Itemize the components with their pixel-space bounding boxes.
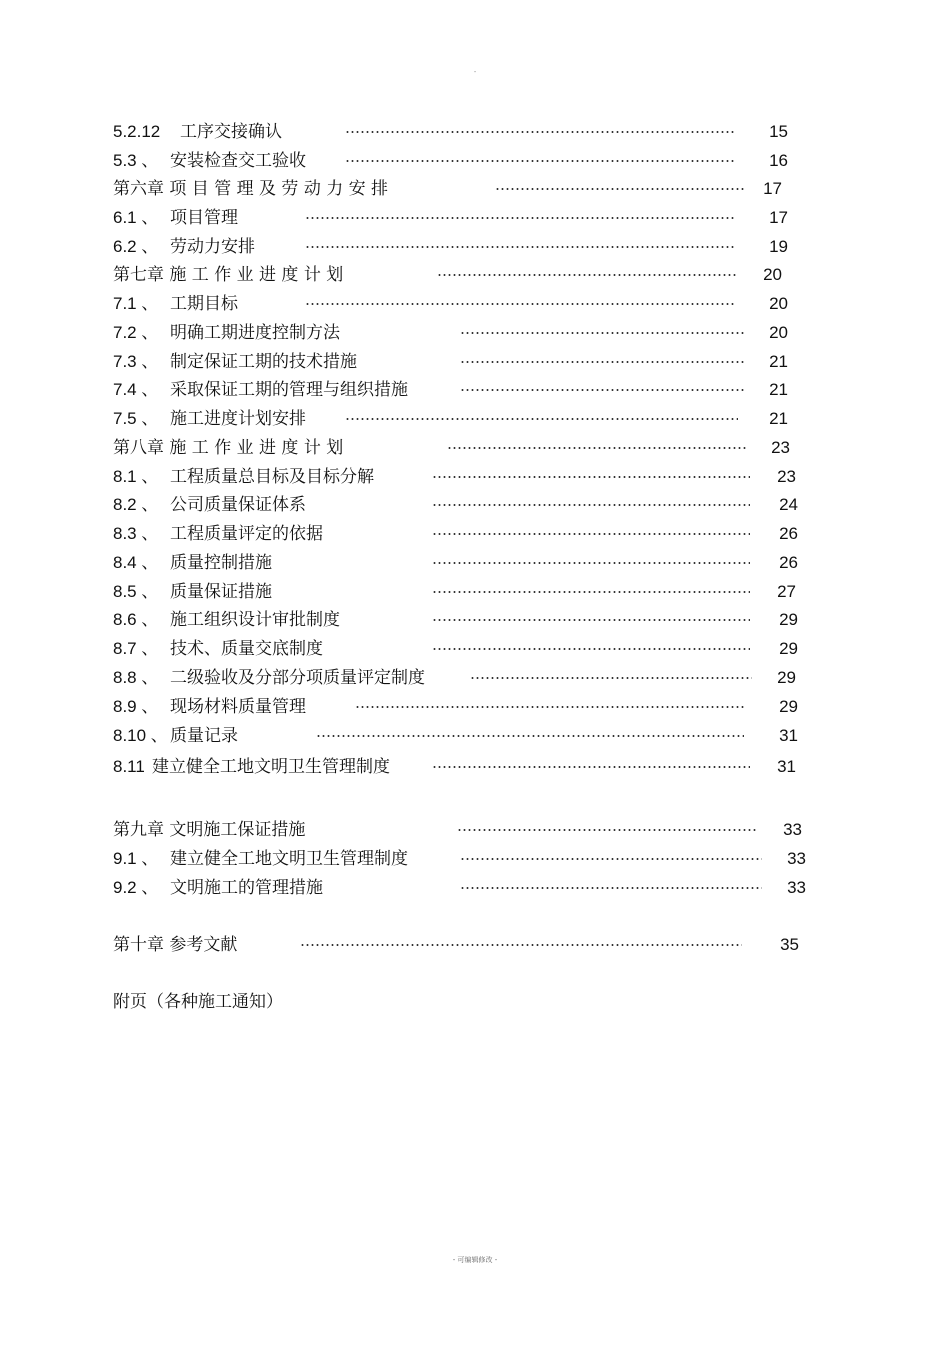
toc-page-number: 29	[779, 639, 798, 658]
toc-entry-title: 质量保证措施	[170, 582, 272, 602]
toc-entry-title: 公司质量保证体系	[170, 495, 306, 515]
toc-entry-number: 6.1 、	[113, 208, 159, 227]
toc-entry-number: 8.9 、	[113, 697, 159, 716]
toc-chapter-entry[interactable]	[0, 816, 950, 844]
toc-entry-title: 第九章 文明施工保证措施	[113, 820, 306, 840]
toc-entry-title: 文明施工的管理措施	[170, 878, 323, 898]
toc-section-entry[interactable]	[0, 147, 950, 175]
toc-page-number: 20	[763, 265, 782, 284]
toc-entry-title: 第六章 项 目 管 理 及 劳 动 力 安 排	[113, 179, 389, 199]
toc-entry-title: 第七章 施 工 作 业 进 度 计 划	[113, 265, 344, 285]
dot-leader	[305, 217, 734, 219]
toc-entry-title: 质量控制措施	[170, 553, 272, 573]
toc-entry-number: 7.4 、	[113, 380, 159, 399]
dot-leader	[432, 533, 750, 535]
dot-leader	[432, 591, 750, 593]
toc-page-number: 20	[769, 323, 788, 342]
toc-entry-number: 7.1 、	[113, 294, 159, 313]
toc-entry-title: 采取保证工期的管理与组织措施	[170, 380, 408, 400]
toc-entry-title: 建立健全工地文明卫生管理制度	[152, 757, 390, 777]
toc-entry-title: 技术、质量交底制度	[170, 639, 323, 659]
toc-entry-number: 8.2 、	[113, 495, 159, 514]
toc-section-entry[interactable]	[0, 578, 950, 606]
toc-entry-number: 8.3 、	[113, 524, 159, 543]
dot-leader	[470, 677, 752, 679]
toc-page-number: 15	[769, 122, 788, 141]
toc-page-number: 33	[787, 878, 806, 897]
toc-section-entry[interactable]	[0, 520, 950, 548]
toc-entry-number: 8.8 、	[113, 668, 159, 687]
toc-section-entry[interactable]	[0, 233, 950, 261]
toc-entry-title: 施工进度计划安排	[170, 409, 306, 429]
toc-page-number: 33	[783, 820, 802, 839]
toc-entry-title: 明确工期进度控制方法	[170, 323, 340, 343]
footer-text: - 可编辑修改 -	[452, 1256, 498, 1264]
toc-entry-title: 安装检查交工验收	[170, 151, 306, 171]
toc-page-number: 26	[779, 553, 798, 572]
toc-entry-title: 施工组织设计审批制度	[170, 610, 340, 630]
toc-section-entry[interactable]	[0, 491, 950, 519]
toc-entry-title: 工序交接确认	[180, 122, 282, 142]
toc-section-entry[interactable]	[0, 693, 950, 721]
dot-leader	[447, 447, 748, 449]
toc-page-number: 17	[763, 179, 782, 198]
toc-page-number: 26	[779, 524, 798, 543]
toc-entry-number: 8.5 、	[113, 582, 159, 601]
toc-entry-number: 9.1 、	[113, 849, 159, 868]
toc-section-entry[interactable]	[0, 874, 950, 902]
dot-leader	[460, 887, 762, 889]
toc-entry-number: 8.7 、	[113, 639, 159, 658]
toc-page-number: 35	[780, 935, 799, 954]
dot-leader	[457, 829, 758, 831]
toc-entry-number: 8.11	[113, 757, 145, 776]
toc-page-number: 23	[777, 467, 796, 486]
toc-page-number: 19	[769, 237, 788, 256]
toc-page-number: 21	[769, 352, 788, 371]
toc-entry-title: 第八章 施 工 作 业 进 度 计 划	[113, 438, 344, 458]
toc-section-entry[interactable]	[0, 204, 950, 232]
toc-entry-title: 质量记录	[170, 726, 238, 746]
dot-leader	[460, 361, 744, 363]
appendix-entry[interactable]: 附页（各种施工通知）	[113, 992, 283, 1012]
toc-entry-title: 制定保证工期的技术措施	[170, 352, 357, 372]
dot-leader	[460, 332, 744, 334]
dot-leader	[495, 188, 744, 190]
toc-page-number: 33	[787, 849, 806, 868]
toc-section-entry[interactable]	[0, 635, 950, 663]
dot-leader	[432, 619, 750, 621]
toc-chapter-entry[interactable]	[0, 434, 950, 462]
toc-entry-number: 6.2 、	[113, 237, 159, 256]
dot-leader	[355, 706, 746, 708]
toc-entry-number: 8.4 、	[113, 553, 159, 572]
dot-leader	[437, 274, 738, 276]
dot-leader	[345, 418, 738, 420]
dot-leader	[316, 735, 744, 737]
toc-chapter-entry[interactable]	[0, 931, 950, 959]
toc-section-entry[interactable]	[0, 376, 950, 404]
toc-section-entry[interactable]	[0, 463, 950, 491]
toc-section-entry[interactable]	[0, 753, 950, 781]
toc-page-number: 23	[771, 438, 790, 457]
dot-leader	[432, 504, 750, 506]
toc-entry-number: 7.5 、	[113, 409, 159, 428]
dot-leader	[300, 944, 742, 946]
toc-entry-number: 5.3 、	[113, 151, 159, 170]
toc-chapter-entry[interactable]	[0, 175, 950, 203]
toc-page-number: 27	[777, 582, 796, 601]
toc-entry-title: 工期目标	[170, 294, 238, 314]
toc-page-number: 31	[779, 726, 798, 745]
toc-entry-number: 7.3 、	[113, 352, 159, 371]
dot-leader	[460, 389, 744, 391]
toc-page-number: 31	[777, 757, 796, 776]
toc-page-number: 21	[769, 409, 788, 428]
toc-page-number: 29	[779, 610, 798, 629]
toc-section-entry[interactable]	[0, 845, 950, 873]
toc-entry-number: 5.2.12	[113, 122, 161, 141]
toc-entry-title: 项目管理	[170, 208, 238, 228]
toc-entry-title: 建立健全工地文明卫生管理制度	[170, 849, 408, 869]
toc-page-number: 16	[769, 151, 788, 170]
toc-entry-number: 8.1 、	[113, 467, 159, 486]
toc-entry-number: 9.2 、	[113, 878, 159, 897]
toc-section-entry[interactable]	[0, 319, 950, 347]
dot-leader	[432, 766, 750, 768]
toc-chapter-entry[interactable]	[0, 261, 950, 289]
toc-page-number: 29	[777, 668, 796, 687]
toc-entry-title: 二级验收及分部分项质量评定制度	[170, 668, 425, 688]
dot-leader	[305, 246, 734, 248]
toc-section-entry[interactable]	[0, 722, 950, 750]
toc-page-number: 17	[769, 208, 788, 227]
toc-section-entry[interactable]	[0, 290, 950, 318]
toc-entry-title: 劳动力安排	[170, 237, 255, 257]
toc-entry-number: 7.2 、	[113, 323, 159, 342]
toc-entry-title: 第十章 参考文献	[113, 935, 238, 955]
toc-section-entry[interactable]	[0, 664, 950, 692]
dot-leader	[432, 476, 750, 478]
toc-section-entry[interactable]	[0, 348, 950, 376]
toc-section-entry[interactable]	[0, 549, 950, 577]
toc-entry-number: 8.10 、	[113, 726, 168, 745]
toc-entry-number: 8.6 、	[113, 610, 159, 629]
toc-section-entry[interactable]	[0, 606, 950, 634]
dot-leader	[432, 648, 750, 650]
toc-entry-title: 工程质量总目标及目标分解	[170, 467, 374, 487]
toc-page-number: 29	[779, 697, 798, 716]
toc-page-number: 21	[769, 380, 788, 399]
toc-section-entry[interactable]	[0, 118, 950, 146]
dot-leader	[305, 303, 734, 305]
dot-leader	[432, 562, 750, 564]
toc-page-number: 20	[769, 294, 788, 313]
toc-page-number: 24	[779, 495, 798, 514]
toc-entry-title: 现场材料质量管理	[170, 697, 306, 717]
dot-leader	[345, 131, 736, 133]
toc-entry-title: 工程质量评定的依据	[170, 524, 323, 544]
dot-leader	[345, 160, 736, 162]
header-mark: -	[473, 68, 477, 76]
dot-leader	[460, 858, 762, 860]
toc-section-entry[interactable]	[0, 405, 950, 433]
